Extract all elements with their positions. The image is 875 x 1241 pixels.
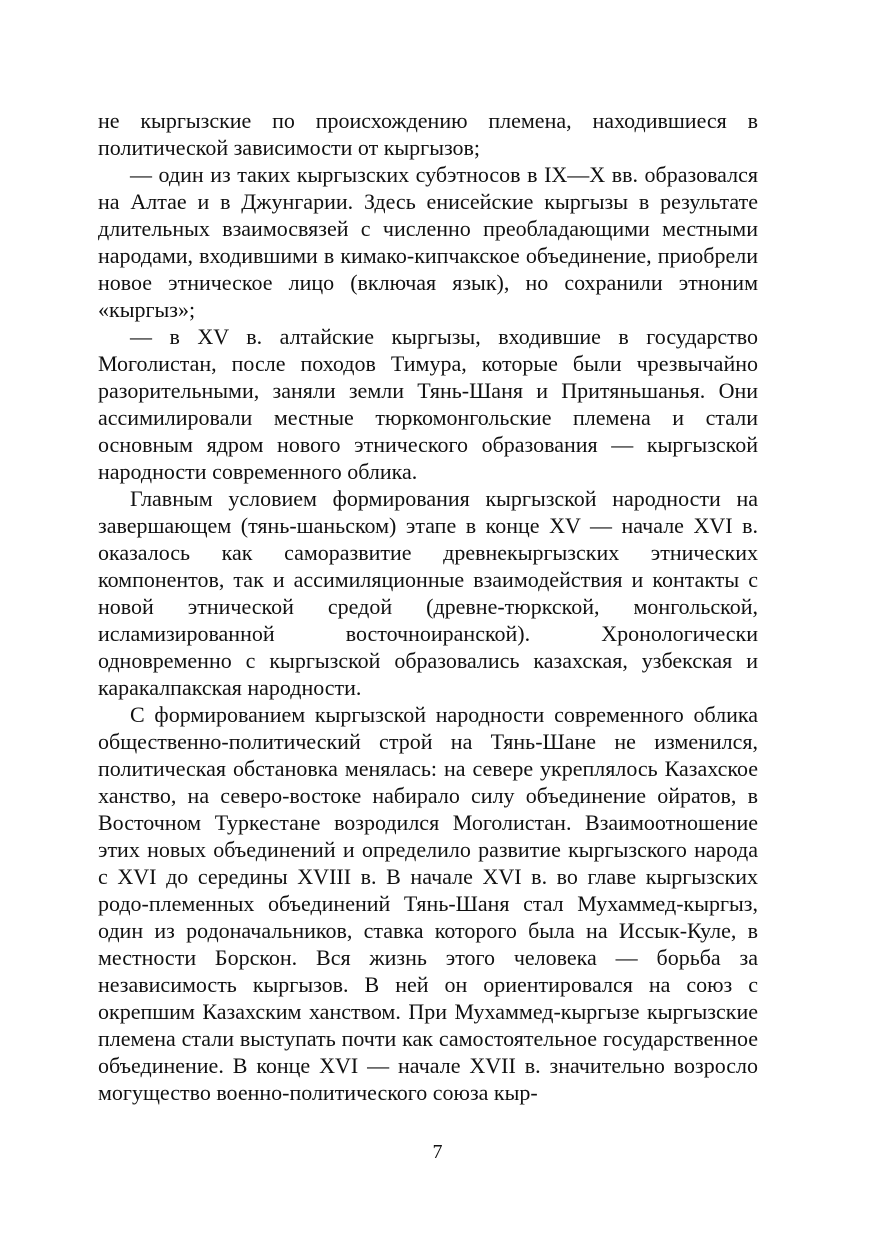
paragraph-xv-century: — в XV в. алтайские кыргызы, входившие в государство Моголистан, после походов Тимура, которые были чрезвычайно разорительными, заняли земли Тянь-Шаня и Притяньшанья. Они ассимилировали местные тюркомонгольские племена и стали основным ядром нового этнического образования — кыргызской народности современного облика.: [98, 324, 758, 484]
body-text: [98, 107, 758, 1106]
page-number: 7: [432, 1141, 443, 1163]
paragraph-continuation: не кыргызские по происхождению племена, находившиеся в политической зависимости от кыргызов;: [98, 108, 758, 160]
paragraph-political-situation: С формированием кыргызской народности современного облика общественно-политический строй на Тянь-Шане не изменился, политическая обстановка менялась: на севере укреплялось Казахское ханство, на северо-востоке набирало силу объединение ойратов, в Восточном Туркестане возродился Моголистан. Взаимоотношение этих новых объединений и определило развитие кыргызского народа с XVI до середины XVIII в. В начале XVI в. во главе кыргызских родо-племенных объединений Тянь-Шаня стал Мухаммед-кыргыз, один из родоначальников, ставка которого была на Иссык-Куле, в местности Борскон. Вся жизнь этого человека — борьба за независимость кыргызов. В ней он ориентировался на союз с окрепшим Казахским ханством. При Мухаммед-кыргызе кыргызские племена стали выступать почти как самостоятельное государственное объединение. В конце XVI — начале XVII в. значительно возросло могущество военно-политического союза кыр-: [98, 702, 758, 1105]
paragraph-altai-subethnos: — один из таких кыргызских субэтносов в IX—X вв. образовался на Алтае и в Джунгарии. Здесь енисейские кыргызы в результате длительных взаимосвязей с численно преобладающими местными народами, входившими в кимако-кипчакское объединение, приобрели новое этническое лицо (включая язык), но сохранили этноним «кыргыз»;: [98, 162, 758, 322]
paragraph-formation-conditions: Главным условием формирования кыргызской народности на завершающем (тянь-шаньском) этапе в конце XV — начале XVI в. оказалось как саморазвитие древнекыргызских этнических компонентов, так и ассимиляционные взаимодействия и контакты с новой этнической средой (древне-тюркской, монгольской, исламизированной восточноиранской). Хронологически одновременно с кыргызской образовались казахская, узбекская и каракалпакская народности.: [98, 486, 758, 700]
